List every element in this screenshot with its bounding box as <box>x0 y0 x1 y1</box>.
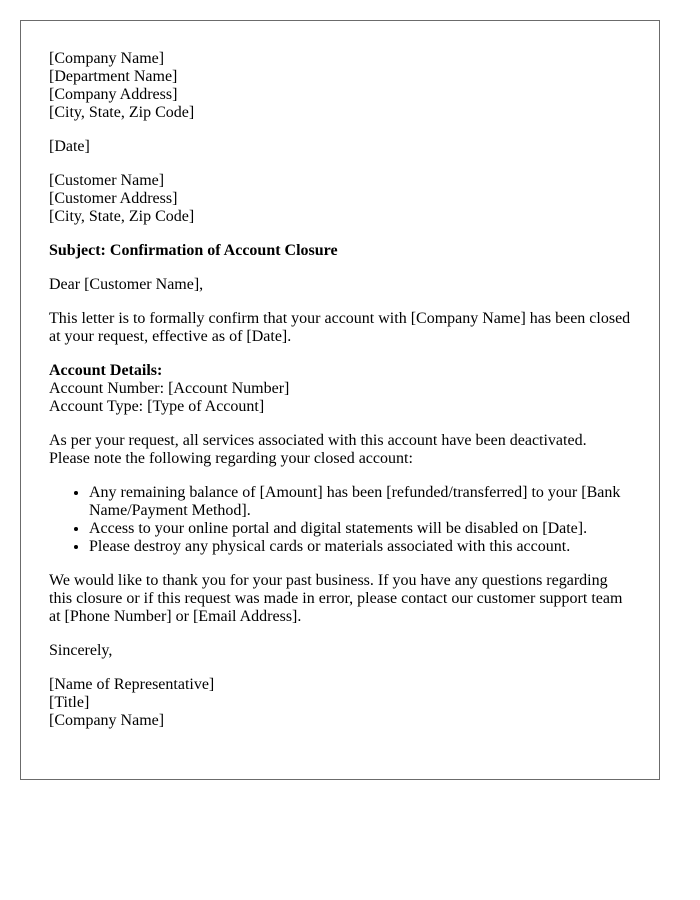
intro-paragraph: This letter is to formally confirm that your account with [Company Name] has been closed at your request, effective as of [Date]. <box>49 310 631 345</box>
signature-title: [Title] <box>49 694 90 711</box>
recipient-address-block <box>49 172 631 226</box>
signature-company: [Company Name] <box>49 712 165 729</box>
services-paragraph: As per your request, all services associated with this account have been deactivated. Please note the following regarding your closed account: <box>49 432 587 467</box>
sender-company-name: [Company Name] <box>49 50 165 67</box>
list-item-destroy-cards: • Please destroy any physical cards or materials associated with this account. <box>89 538 631 556</box>
recipient-city-state-zip: [City, State, Zip Code] <box>49 208 195 225</box>
subject-line: Subject: Confirmation of Account Closure <box>49 242 338 259</box>
account-details-heading: Account Details: <box>49 362 163 379</box>
letter-date: [Date] <box>49 138 90 155</box>
signature-block <box>49 676 631 730</box>
account-details-block <box>49 362 631 416</box>
letter-page <box>20 20 660 780</box>
salutation: Dear [Customer Name], <box>49 276 204 293</box>
account-number: Account Number: [Account Number] <box>49 380 290 397</box>
sender-city-state-zip: [City, State, Zip Code] <box>49 104 195 121</box>
sender-company-address: [Company Address] <box>49 86 178 103</box>
recipient-customer-name: [Customer Name] <box>49 172 165 189</box>
sender-address-block <box>49 50 631 122</box>
sender-department-name: [Department Name] <box>49 68 178 85</box>
sign-off: Sincerely, <box>49 642 113 659</box>
account-type: Account Type: [Type of Account] <box>49 398 265 415</box>
signature-name: [Name of Representative] <box>49 676 215 693</box>
list-item-balance: • Any remaining balance of [Amount] has been [refunded/transferred] to your [Bank Name/Payment Method]. <box>89 484 631 520</box>
closure-notes-list <box>49 484 631 556</box>
closing-paragraph: We would like to thank you for your past business. If you have any questions regarding this closure or if this request was made in error, please contact our customer support team at [Phone Number] or [Email Address]. <box>49 572 623 625</box>
recipient-customer-address: [Customer Address] <box>49 190 178 207</box>
list-item-portal-access: • Access to your online portal and digital statements will be disabled on [Date]. <box>89 520 631 538</box>
